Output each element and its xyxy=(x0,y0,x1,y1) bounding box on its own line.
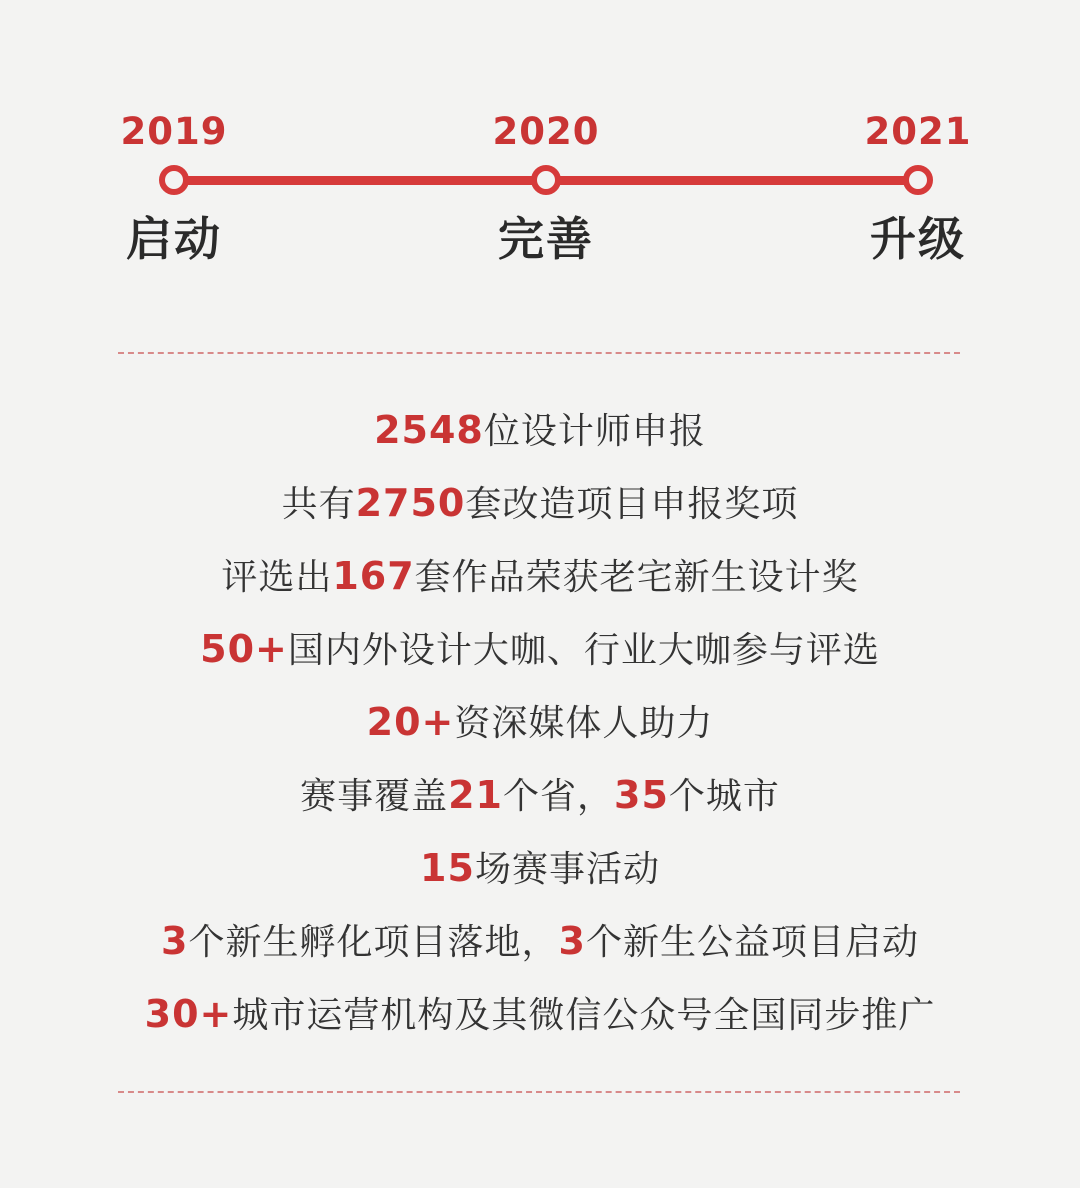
stat-text: 个省， xyxy=(502,776,614,817)
timeline-year: 2019 xyxy=(120,110,228,153)
stat-text: 评选出 xyxy=(221,557,333,598)
stat-number: 167 xyxy=(332,554,415,598)
timeline xyxy=(0,0,1080,300)
timeline-year: 2021 xyxy=(864,110,972,153)
stat-text: 场赛事活动 xyxy=(474,849,660,890)
stat-line xyxy=(0,911,1080,984)
stat-line xyxy=(0,692,1080,765)
timeline-dot xyxy=(159,165,189,195)
stat-number: 2750 xyxy=(355,481,466,525)
stat-line xyxy=(0,765,1080,838)
stat-number: 35 xyxy=(614,773,669,817)
stat-line xyxy=(0,400,1080,473)
timeline-label: 升级 xyxy=(870,212,966,266)
stat-text: 共有 xyxy=(281,484,356,525)
timeline-dot xyxy=(531,165,561,195)
stat-text: 赛事覆盖 xyxy=(300,776,449,817)
stat-number: 3 xyxy=(161,919,189,963)
timeline-label: 完善 xyxy=(498,212,594,266)
divider-bottom xyxy=(118,1091,960,1093)
stat-text: 个新生公益项目启动 xyxy=(585,922,919,963)
stat-text: 国内外设计大咖、行业大咖参与评选 xyxy=(287,630,880,671)
stat-text: 个城市 xyxy=(668,776,780,817)
stat-number: 15 xyxy=(420,846,475,890)
timeline-dot xyxy=(903,165,933,195)
stat-text: 资深媒体人助力 xyxy=(454,703,714,744)
stat-number: 20+ xyxy=(366,700,455,744)
stats-list xyxy=(0,400,1080,1057)
stat-number: 30+ xyxy=(144,992,233,1036)
stat-number: 21 xyxy=(448,773,503,817)
stat-line xyxy=(0,984,1080,1057)
stat-line xyxy=(0,838,1080,911)
timeline-year: 2020 xyxy=(492,110,600,153)
stat-text: 套改造项目申报奖项 xyxy=(465,484,799,525)
stat-text: 个新生孵化项目落地， xyxy=(188,922,559,963)
stat-number: 2548 xyxy=(374,408,484,452)
timeline-label: 启动 xyxy=(126,212,222,266)
stat-text: 位设计师申报 xyxy=(483,411,706,452)
stat-text: 套作品荣获老宅新生设计奖 xyxy=(414,557,859,598)
stat-number: 50+ xyxy=(200,627,288,671)
stat-line xyxy=(0,619,1080,692)
stat-line xyxy=(0,473,1080,546)
stat-text: 城市运营机构及其微信公众号全国同步推广 xyxy=(232,995,936,1036)
divider-top xyxy=(118,352,960,354)
stat-number: 3 xyxy=(558,919,586,963)
stat-line xyxy=(0,546,1080,619)
